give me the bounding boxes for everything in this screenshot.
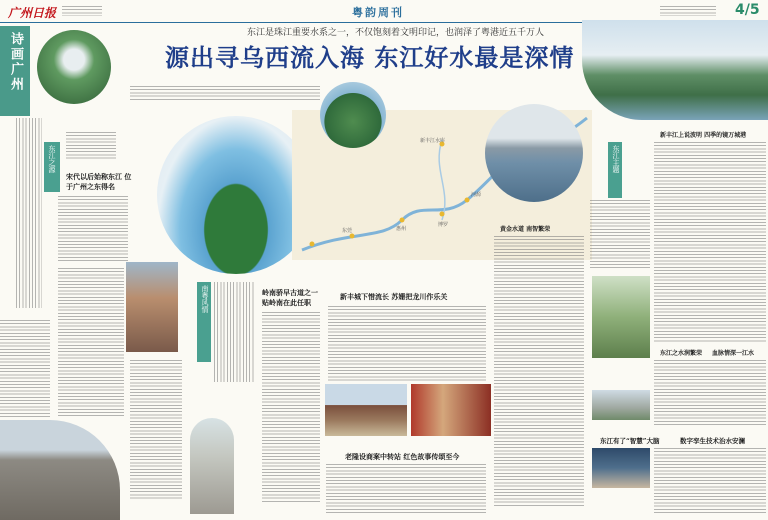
right-headline-b: 东江之水润繁荣 <box>660 350 703 357</box>
old-gate-photo <box>0 420 120 520</box>
mountain-lake-photo <box>582 20 768 120</box>
city-river-photo <box>485 104 583 202</box>
left-body-2 <box>58 268 124 418</box>
right-body-a <box>654 142 766 342</box>
column-title: 粤韵周刊 <box>352 6 404 19</box>
center-body-c <box>326 464 486 514</box>
masthead-info <box>62 6 102 16</box>
right-headline-d: 东江有了“智慧”大脑 <box>600 437 660 445</box>
right-intro-text <box>590 200 650 270</box>
right-headline-a: 新丰江上说波明 四季的镜万城港 <box>660 132 747 139</box>
bird-photo <box>592 276 650 358</box>
right-section-label: 东江主题 <box>612 145 620 173</box>
poem-vertical <box>214 282 254 382</box>
river-town-photo <box>320 82 386 148</box>
intro-text <box>130 86 320 102</box>
center-headline-c: 老隆设商案中转站 红色故事传颂至今 <box>345 452 460 461</box>
facility-photo <box>592 390 650 420</box>
right-body-b <box>654 360 766 426</box>
masthead <box>0 0 768 22</box>
control-room-photo <box>592 448 650 488</box>
right-section-tag <box>608 142 622 198</box>
map-label: 东莞 <box>342 228 353 234</box>
left-vertical-text <box>16 118 42 308</box>
right-headline-c: 血脉情深一江水 <box>712 350 755 357</box>
left-story-body <box>58 196 128 262</box>
map-label: 博罗 <box>438 222 449 228</box>
left-body-3 <box>130 360 182 500</box>
south-section-label: 南粤风情 <box>201 285 209 313</box>
south-section-tag <box>197 282 211 362</box>
left-section-tag <box>44 142 60 192</box>
mid-headline: 黄金水道 南智繁荣 <box>500 226 551 233</box>
temple-photo <box>325 384 407 436</box>
hall-interior-photo <box>411 384 491 436</box>
right-headline-e: 数字孪生技术治水安澜 <box>680 437 745 445</box>
newspaper-logo: 广州日报 <box>8 6 57 20</box>
left-story-headline: 宋代以后始称东江 位于广州之东得名 <box>66 172 132 191</box>
map-label: 新丰江水库 <box>420 138 446 144</box>
quote-text <box>66 132 116 160</box>
page-number: 4/5 <box>735 2 760 18</box>
statue-photo <box>190 418 234 514</box>
left-edge-text <box>0 320 50 418</box>
center-headline-b: 新丰城下惜流长 苏姗把龙川作乐关 <box>340 292 448 301</box>
masthead-editor-info <box>660 6 716 16</box>
mid-body <box>494 236 584 506</box>
center-headline-a: 岭南骄早古道之一 贴岭南在此任职 <box>262 288 318 307</box>
right-body-c <box>654 448 766 514</box>
side-banner-title: 诗画广州 <box>8 32 23 92</box>
side-banner <box>0 26 30 116</box>
subtitle: 东江是珠江重要水系之一，不仅饱刻着文明印记，也润泽了粤港近五千万人 <box>247 28 545 38</box>
market-street-photo <box>126 262 178 352</box>
center-body-a <box>262 312 320 502</box>
left-section-label: 东江之源 <box>48 145 56 173</box>
main-title: 源出寻乌西流入海 东江好水最是深情 <box>165 43 575 72</box>
waterfall-photo <box>37 30 111 104</box>
map-label: 惠州 <box>396 226 407 232</box>
center-body-b <box>328 306 486 382</box>
map-label: 河源 <box>471 192 482 198</box>
